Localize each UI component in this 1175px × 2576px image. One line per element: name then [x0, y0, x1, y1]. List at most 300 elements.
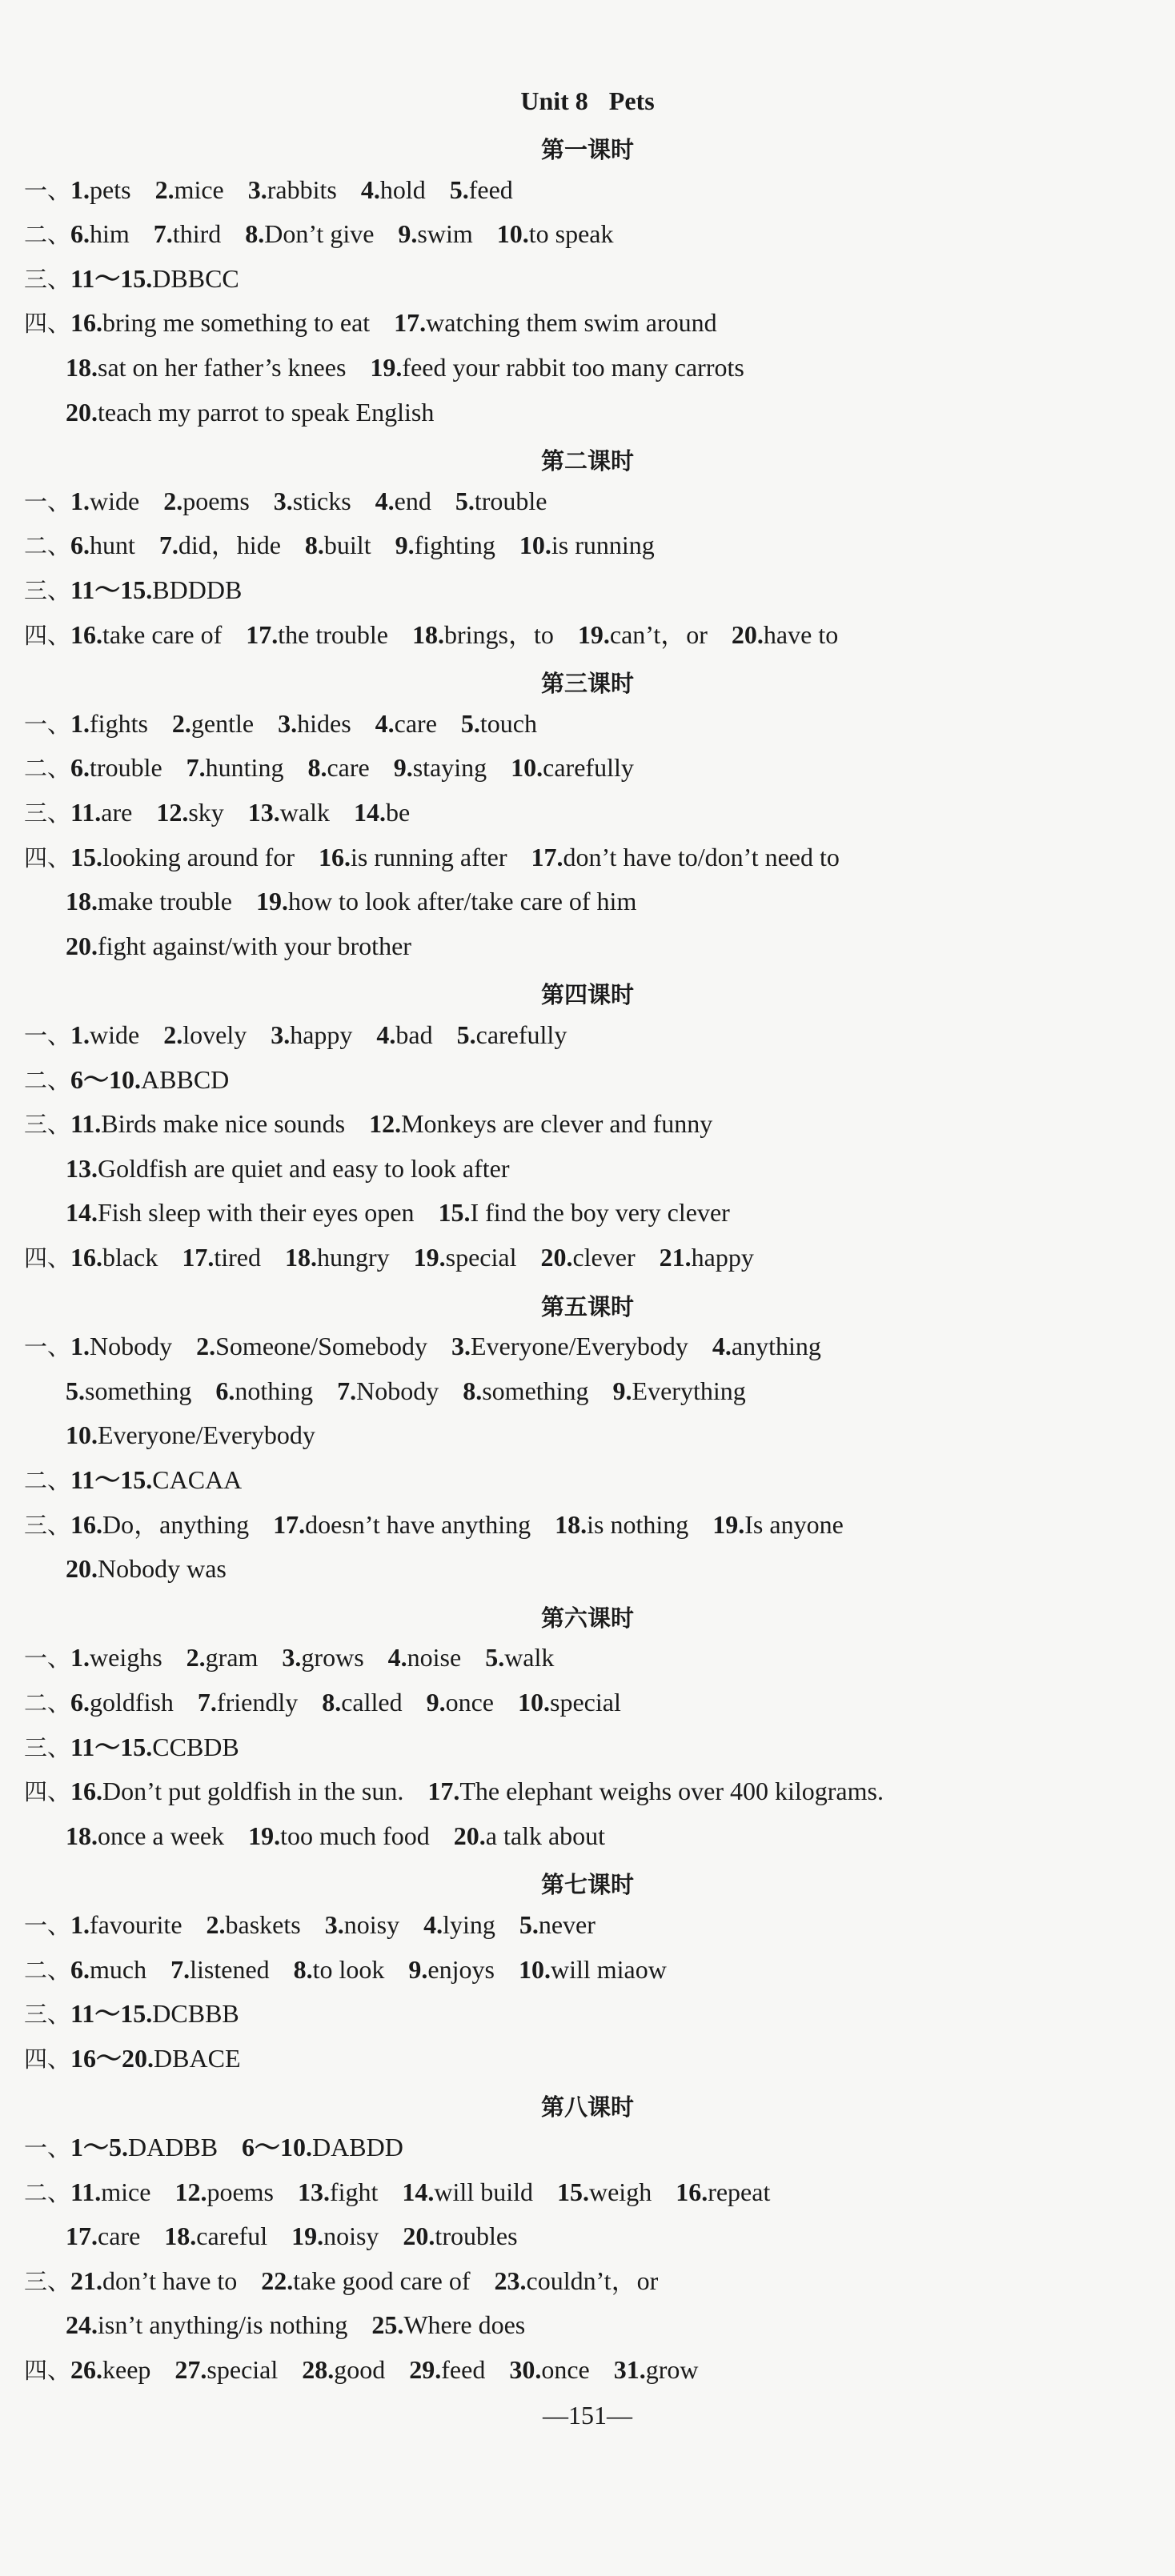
question-number: 18. [284, 1243, 317, 1272]
answer-text: Everyone/Everybody [98, 1420, 315, 1449]
question-number: 20. [403, 2221, 435, 2250]
answer-text: lying [443, 1910, 495, 1939]
answer-item [555, 1510, 688, 1539]
answer-item [66, 1376, 191, 1405]
question-number: 5. [66, 1376, 85, 1405]
section-marker: 二、 [24, 1467, 71, 1494]
answer-item [361, 175, 426, 204]
answer-line [24, 1244, 754, 1270]
answer-text: favourite [90, 1910, 182, 1939]
question-number: 20. [731, 620, 764, 649]
question-number: 6. [70, 219, 90, 248]
answer-text: Goldfish are quiet and easy to look after [98, 1154, 510, 1183]
answer-line [24, 1111, 712, 1136]
question-number: 19. [291, 2221, 324, 2250]
answer-item [451, 1332, 688, 1360]
question-number: 15. [556, 2177, 589, 2206]
answer-line [66, 1556, 227, 1581]
answer-item [412, 620, 554, 649]
answer-text: gentle [190, 709, 255, 738]
answer-item [70, 1688, 174, 1717]
answer-text: the trouble [278, 620, 388, 649]
answer-item [172, 709, 254, 738]
question-number: 17. [394, 308, 427, 337]
section-marker: 三、 [24, 266, 71, 293]
answer-item [660, 1243, 754, 1272]
answer-text: bring me something to eat [102, 308, 371, 337]
answer-item [66, 931, 411, 960]
question-number: 3. [278, 709, 298, 738]
section-marker: 四、 [24, 2045, 71, 2073]
question-number: 7. [153, 219, 173, 248]
question-number: 13. [297, 2177, 330, 2206]
question-number: 6～10. [242, 2133, 313, 2161]
answer-item [519, 531, 655, 559]
question-number: 4. [387, 1643, 407, 1672]
answer-text: BDDDB [152, 575, 243, 604]
answer-item [394, 753, 487, 782]
question-number: 4. [712, 1332, 732, 1360]
section-marker: 二、 [24, 1067, 71, 1094]
answer-item [70, 308, 370, 337]
answer-text: have to [763, 620, 839, 649]
question-number: 18. [66, 353, 98, 382]
question-number: 10. [518, 1955, 551, 1984]
answer-text: Is anyone [744, 1510, 844, 1539]
question-number: 9. [398, 219, 418, 248]
question-number: 1. [70, 1643, 90, 1672]
answer-line [66, 888, 636, 914]
answer-item [246, 620, 388, 649]
section-marker: 一、 [24, 488, 71, 515]
answer-line [66, 933, 411, 959]
answer-text: a talk about [485, 1821, 606, 1850]
answer-line [24, 577, 242, 603]
answer-line [24, 844, 840, 870]
answer-text: did，hide [178, 531, 281, 559]
answer-item [207, 1910, 301, 1939]
answer-item [450, 175, 513, 204]
question-number: 10. [66, 1420, 98, 1449]
answer-line [24, 2179, 770, 2205]
question-number: 17. [182, 1243, 215, 1272]
lesson-heading: 第五课时 [540, 1293, 634, 1320]
question-number: 13. [247, 798, 280, 827]
answer-text: special [445, 1243, 517, 1272]
question-number: 5. [519, 1910, 539, 1939]
question-number: 3. [273, 487, 293, 515]
answer-item [66, 1420, 315, 1449]
answer-text: carefully [475, 1020, 567, 1049]
question-number: 25. [371, 2310, 404, 2339]
answer-text: will miaow [550, 1955, 667, 1984]
section-marker: 三、 [24, 1512, 71, 1539]
answer-item [414, 1243, 517, 1272]
answer-text: sat on her father’s knees [98, 353, 347, 382]
answer-line [24, 532, 655, 558]
answer-text: Everything [632, 1376, 746, 1405]
section-marker: 三、 [24, 799, 71, 827]
question-number: 21. [659, 1243, 692, 1272]
answer-line [24, 1067, 229, 1092]
answer-item [70, 1065, 229, 1094]
question-number: 17. [531, 843, 563, 871]
answer-text: care [327, 753, 370, 782]
answer-item [495, 2266, 659, 2295]
answer-text: special [207, 2355, 279, 2384]
answer-item [408, 1955, 495, 1984]
question-number: 8. [304, 531, 324, 559]
answer-text: are [101, 798, 133, 827]
question-number: 7. [186, 753, 206, 782]
question-number: 11～15. [70, 575, 153, 604]
question-number: 13. [66, 1154, 98, 1183]
answer-line [24, 755, 634, 780]
answer-line [24, 266, 239, 291]
question-number: 15. [438, 1198, 471, 1227]
question-number: 8. [322, 1688, 342, 1717]
answer-text: anything [731, 1332, 821, 1360]
section-marker: 四、 [24, 622, 71, 649]
answer-text: Someone/Somebody [215, 1332, 427, 1360]
answer-text: black [102, 1243, 158, 1272]
answer-text: mice [174, 175, 224, 204]
answer-item [712, 1510, 844, 1539]
answer-item [614, 2355, 699, 2384]
question-number: 16. [70, 620, 103, 649]
answer-item [70, 175, 131, 204]
question-number: 20. [66, 1554, 98, 1583]
answer-text: walk [504, 1643, 555, 1672]
question-number: 10. [519, 531, 551, 559]
question-number: 11. [70, 798, 102, 827]
answer-text: happy [691, 1243, 754, 1272]
question-number: 9. [408, 1955, 428, 1984]
answer-text: noisy [323, 2221, 379, 2250]
question-number: 17. [66, 2221, 98, 2250]
answer-line [24, 1689, 621, 1715]
answer-item [398, 219, 472, 248]
answer-text: The elephant weighs over 400 kilograms. [459, 1777, 884, 1805]
answer-item [70, 1243, 158, 1272]
question-number: 16. [70, 1777, 103, 1805]
answer-item [394, 308, 716, 337]
question-number: 9. [393, 753, 413, 782]
question-number: 2. [171, 709, 191, 738]
section-marker: 一、 [24, 711, 71, 738]
question-number: 4. [423, 1910, 443, 1939]
question-number: 26. [70, 2355, 103, 2384]
question-number: 11. [70, 2177, 102, 2206]
answer-text: grow [645, 2355, 699, 2384]
answer-item [70, 1999, 239, 2028]
answer-item [274, 487, 351, 515]
question-number: 20. [66, 398, 98, 427]
answer-item [70, 1777, 403, 1805]
answer-item [66, 2310, 347, 2339]
question-number: 19. [248, 1821, 281, 1850]
answer-item [70, 798, 132, 827]
answer-item [66, 1154, 510, 1183]
answer-text: Everyone/Everybody [471, 1332, 688, 1360]
answer-text: CACAA [152, 1465, 243, 1494]
answer-item [245, 219, 374, 248]
question-number: 4. [375, 487, 395, 515]
answer-item [376, 1020, 432, 1049]
answer-item [70, 1643, 162, 1672]
answer-text: built [323, 531, 371, 559]
answer-item [540, 1243, 635, 1272]
answer-text: swim [417, 219, 473, 248]
answer-text: fight against/with your brother [98, 931, 411, 960]
answer-text: Nobody [356, 1376, 439, 1405]
answer-item [154, 219, 221, 248]
question-number: 2. [163, 1020, 183, 1049]
question-number: 3. [451, 1332, 471, 1360]
answer-item [248, 1821, 430, 1850]
answer-line [24, 221, 614, 246]
lesson-heading: 第二课时 [540, 447, 634, 475]
question-number: 12. [174, 2177, 207, 2206]
answer-item [457, 1020, 567, 1049]
answer-text: DBACE [154, 2044, 241, 2073]
answer-line [24, 1957, 667, 1982]
question-number: 20. [453, 1821, 486, 1850]
answer-line [66, 1422, 315, 1448]
question-number: 1. [70, 175, 90, 204]
answer-item [164, 2221, 267, 2250]
section-marker: 二、 [24, 1957, 71, 1984]
answer-text: friendly [216, 1688, 299, 1717]
answer-text: feed [441, 2355, 486, 2384]
question-number: 8. [463, 1376, 483, 1405]
answer-text: DADBB [128, 2133, 219, 2161]
question-number: 17. [427, 1777, 460, 1805]
answer-item [375, 487, 431, 515]
answer-item [70, 1465, 242, 1494]
answer-text: couldn’t，or [526, 2266, 659, 2295]
section-marker: 一、 [24, 1645, 71, 1672]
answer-text: once [445, 1688, 494, 1717]
answer-line [66, 399, 434, 425]
question-number: 6. [70, 531, 90, 559]
question-number: 10. [496, 219, 529, 248]
answer-item [70, 264, 239, 293]
answer-item [70, 1020, 139, 1049]
answer-item [186, 1643, 259, 1672]
answer-item [337, 1376, 439, 1405]
answer-item [70, 843, 295, 871]
question-number: 27. [174, 2355, 207, 2384]
answer-line [24, 2134, 403, 2160]
answer-text: happy [290, 1020, 353, 1049]
answer-text: wide [90, 487, 140, 515]
question-number: 18. [66, 887, 98, 915]
answer-text: never [538, 1910, 596, 1939]
answer-text: repeat [708, 2177, 771, 2206]
answer-text: doesn’t have anything [305, 1510, 531, 1539]
answer-item [163, 487, 250, 515]
answer-item [519, 1955, 667, 1984]
question-number: 19. [413, 1243, 446, 1272]
answer-item [261, 2266, 470, 2295]
question-number: 24. [66, 2310, 98, 2339]
answer-line [24, 1778, 884, 1804]
answer-text: I find the boy very clever [470, 1198, 730, 1227]
answer-item [509, 2355, 589, 2384]
answer-line [24, 1912, 596, 1937]
answer-item [156, 798, 223, 827]
question-number: 5. [485, 1643, 505, 1672]
answer-text: noisy [343, 1910, 400, 1939]
question-number: 18. [66, 1821, 98, 1850]
question-number: 29. [409, 2355, 442, 2384]
answer-line [24, 2045, 240, 2071]
question-number: 6. [70, 753, 90, 782]
lesson-heading: 第三课时 [540, 670, 634, 697]
answer-item [291, 2221, 379, 2250]
question-number: 18. [411, 620, 444, 649]
question-number: 7. [158, 531, 178, 559]
answer-text: fighting [414, 531, 495, 559]
answer-item [70, 1109, 345, 1138]
section-marker: 二、 [24, 1689, 71, 1717]
section-marker: 三、 [24, 1111, 71, 1138]
answer-item [70, 620, 222, 649]
answer-text: care [98, 2221, 141, 2250]
section-marker: 三、 [24, 577, 71, 604]
question-number: 19. [370, 353, 403, 382]
question-number: 4. [375, 709, 395, 738]
question-number: 12. [156, 798, 189, 827]
answer-text: good [334, 2355, 386, 2384]
answer-item [70, 2044, 240, 2073]
answer-text: trouble [474, 487, 547, 515]
answer-text: feed your rabbit too many carrots [402, 353, 744, 382]
question-number: 2. [186, 1643, 206, 1672]
answer-line [24, 1333, 821, 1359]
answer-text: can’t，or [609, 620, 708, 649]
answer-text: be [385, 798, 411, 827]
answer-text: hides [297, 709, 351, 738]
answer-line [66, 2223, 518, 2249]
answer-item [70, 2133, 218, 2161]
answer-text: called [341, 1688, 403, 1717]
question-number: 10. [511, 753, 543, 782]
answer-text: brings，to [443, 620, 554, 649]
answer-item [170, 1955, 270, 1984]
answer-text: sky [188, 798, 224, 827]
section-marker: 一、 [24, 2134, 71, 2161]
answer-line [66, 1200, 730, 1225]
answer-item [305, 531, 371, 559]
answer-item [242, 2133, 403, 2161]
answer-text: how to look after/take care of him [287, 887, 637, 915]
answer-text: Birds make nice sounds [101, 1109, 346, 1138]
answer-text: goldfish [90, 1688, 174, 1717]
answer-item [557, 2177, 652, 2206]
answer-item [613, 1376, 746, 1405]
answer-text: noise [407, 1643, 462, 1672]
answer-text: bad [395, 1020, 433, 1049]
answer-text: feed [468, 175, 513, 204]
question-number: 16～20. [70, 2044, 154, 2073]
question-number: 14. [353, 798, 386, 827]
section-marker: 二、 [24, 755, 71, 782]
answer-item [455, 487, 547, 515]
answer-line [24, 1645, 554, 1670]
answer-text: end [394, 487, 431, 515]
answer-item [70, 753, 162, 782]
answer-text: hunting [205, 753, 284, 782]
answer-item [388, 1643, 462, 1672]
answer-text: don’t have to/don’t need to [563, 843, 840, 871]
answer-text: lovely [182, 1020, 247, 1049]
answer-text: is running after [350, 843, 507, 871]
answer-item [66, 1821, 224, 1850]
answer-text: CCBDB [152, 1733, 239, 1761]
answer-line [24, 2268, 658, 2294]
answer-text: Fish sleep with their eyes open [98, 1198, 415, 1227]
answer-item [325, 1910, 399, 1939]
question-number: 5. [456, 1020, 476, 1049]
answer-item [159, 531, 281, 559]
answer-text: care [394, 709, 437, 738]
unit-name: Pets [608, 86, 655, 115]
section-marker: 一、 [24, 1912, 71, 1939]
answer-text: weighs [90, 1643, 162, 1672]
question-number: 6. [70, 1688, 90, 1717]
answer-text: to speak [528, 219, 614, 248]
unit-label: Unit 8 [520, 86, 588, 115]
section-marker: 四、 [24, 310, 71, 337]
question-number: 31. [613, 2355, 646, 2384]
lesson-heading: 第六课时 [540, 1604, 634, 1632]
answer-item [66, 887, 232, 915]
answer-item [427, 1688, 494, 1717]
answer-item [186, 753, 284, 782]
answer-text: listened [190, 1955, 270, 1984]
question-number: 7. [170, 1955, 190, 1984]
answer-line [24, 177, 513, 202]
answer-text: too much food [280, 1821, 430, 1850]
question-number: 1. [70, 1910, 90, 1939]
answer-item [66, 1198, 414, 1227]
answer-item [282, 1643, 363, 1672]
answer-text: trouble [90, 753, 162, 782]
question-number: 5. [460, 709, 480, 738]
question-number: 8. [245, 219, 265, 248]
answer-text: Don’t put goldfish in the sun. [102, 1777, 404, 1805]
question-number: 9. [426, 1688, 446, 1717]
question-number: 5. [455, 487, 475, 515]
answer-text: mice [101, 2177, 151, 2206]
answer-item [70, 487, 139, 515]
answer-text: troubles [435, 2221, 518, 2250]
answer-text: Don’t give [264, 219, 375, 248]
question-number: 12. [369, 1109, 402, 1138]
answer-text: tired [214, 1243, 261, 1272]
answer-line [66, 2312, 525, 2338]
question-number: 19. [255, 887, 288, 915]
question-number: 22. [261, 2266, 294, 2295]
answer-text: wide [90, 1020, 140, 1049]
answer-text: walk [279, 798, 330, 827]
answer-text: Nobody [90, 1332, 173, 1360]
answer-item [518, 1688, 621, 1717]
answer-text: much [90, 1955, 147, 1984]
question-number: 10. [518, 1688, 550, 1717]
